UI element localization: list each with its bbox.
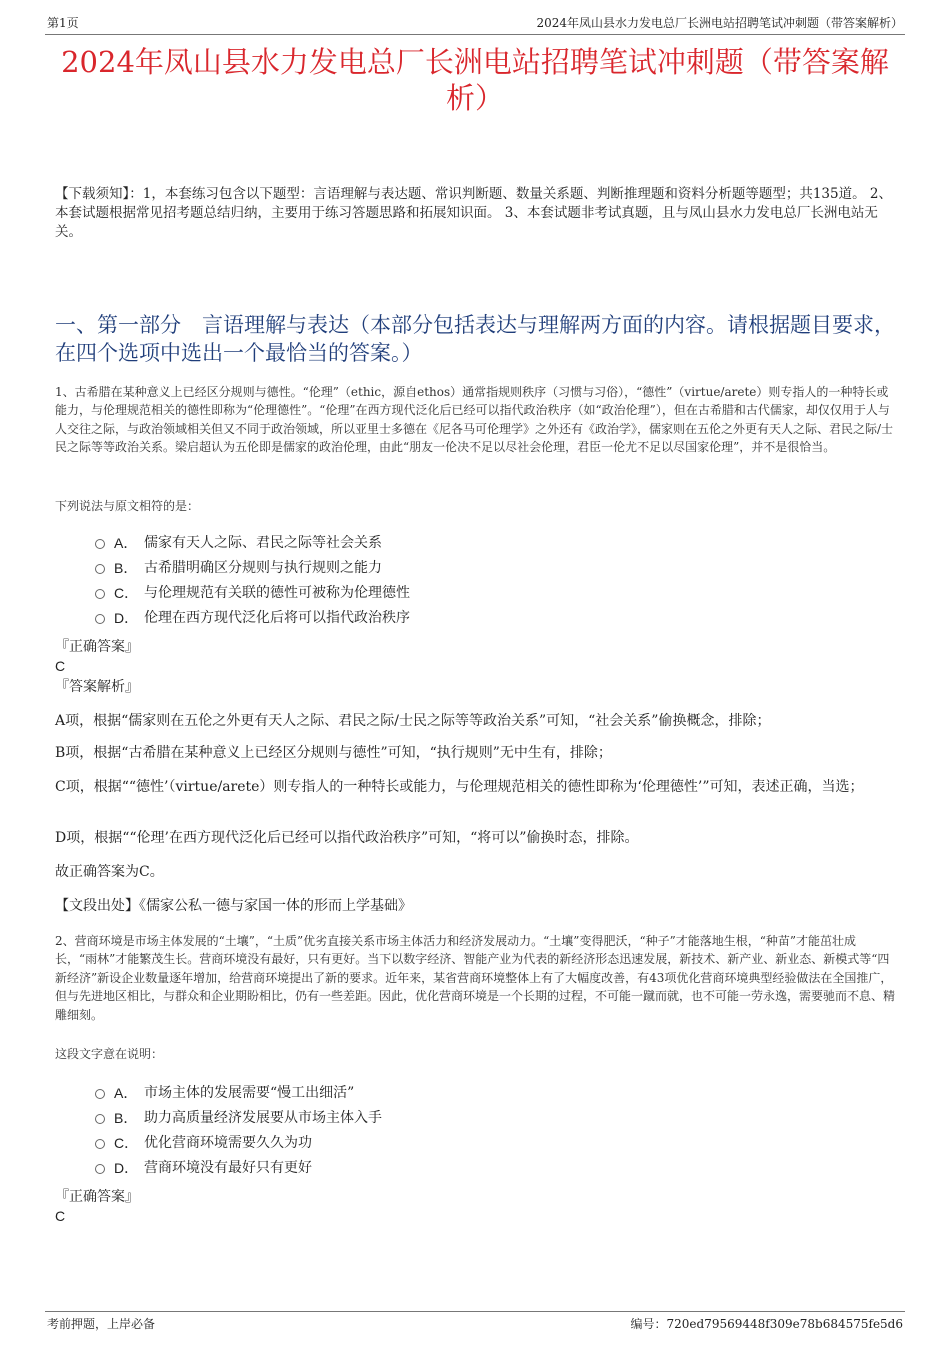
option-a[interactable]: A． 市场主体的发展需要“慢工出细活” xyxy=(95,1080,898,1105)
page-footer xyxy=(45,1311,905,1334)
option-b[interactable]: B． 古希腊明确区分规则与执行规则之能力 xyxy=(95,555,898,580)
header-doc-title: 2024年凤山县水力发电总厂长洲电站招聘笔试冲刺题（带答案解析） xyxy=(536,16,903,30)
answer-value: C xyxy=(55,1208,66,1224)
option-d[interactable]: D． 营商环境没有最好只有更好 xyxy=(95,1155,898,1180)
download-notice: 【下载须知】：1，本套练习包含以下题型：言语理解与表达题、常识判断题、数量关系题、判断推理题和资料分析题等题型；共135道。 2、本套试题根据常见招考题总结归纳，主要用于练习答题思路和拓展知识面。 3、本套试题非考试真题，且与凤山县水力发电总厂长洲电站无关。 xyxy=(55,186,892,240)
section-heading: 一、第一部分 言语理解与表达（本部分包括表达与理解两方面的内容。请根据题目要求，在四个选项中选出一个最恰当的答案。） xyxy=(55,313,895,365)
option-text: 助力高质量经济发展要从市场主体入手 xyxy=(144,1109,382,1126)
analysis-c: C项，根据““德性’（virtue/arete）则专指人的一种特长或能力，与伦理规范相关的德性即称为‘伦理德性’”可知，表述正确，当选； xyxy=(55,779,864,795)
question-2-options xyxy=(95,1080,898,1180)
option-text: 伦理在西方现代泛化后将可以指代政治秩序 xyxy=(144,609,410,626)
question-1-options xyxy=(95,530,898,630)
option-d[interactable]: D． 伦理在西方现代泛化后将可以指代政治秩序 xyxy=(95,605,898,630)
option-c[interactable]: C． 优化营商环境需要久久为功 xyxy=(95,1130,898,1155)
option-text: 与伦理规范有关联的德性可被称为伦理德性 xyxy=(144,584,410,601)
option-a[interactable]: A． 儒家有天人之际、君民之际等社会关系 xyxy=(95,530,898,555)
analysis-label: 『答案解析』 xyxy=(55,679,139,695)
analysis-a: A项，根据“儒家则在五伦之外更有天人之际、君民之际/士民之际等等政治关系”可知，“社会关系”偷换概念，排除； xyxy=(55,713,771,729)
radio-icon[interactable] xyxy=(95,614,105,624)
option-text: 营商环境没有最好只有更好 xyxy=(144,1159,312,1176)
answer-label: 『正确答案』 xyxy=(55,639,139,655)
option-text: 儒家有天人之际、君民之际等社会关系 xyxy=(144,534,382,551)
passage-source: 【文段出处】《儒家公私一德与家国一体的形而上学基础》 xyxy=(55,898,412,914)
answer-value: C xyxy=(55,658,66,674)
option-b[interactable]: B． 助力高质量经济发展要从市场主体入手 xyxy=(95,1105,898,1130)
analysis-d: D项，根据““伦理’在西方现代泛化后已经可以指代政治秩序”可知，“将可以”偷换时态，排除。 xyxy=(55,830,639,846)
analysis-b: B项，根据“古希腊在某种意义上已经区分规则与德性”可知，“执行规则”无中生有，排除； xyxy=(55,745,612,761)
analysis-conclusion: 故正确答案为C。 xyxy=(55,864,164,880)
question-2-passage: 2、营商环境是市场主体发展的“土壤”，“土质”优劣直接关系市场主体活力和经济发展动力。“土壤”变得肥沃，“种子”才能落地生根，“种苗”才能茁壮成长，“雨林”才能繁茂生长。营商环境没有最好，只有更好。当下以数字经济、智能产业为代表的新经济形态迅速发展，新技术、新产业、新业态、新模式等“四新经济”新设企业数量逐年增加，给营商环境提出了新的要求。近年来，某省营商环境整体上有了大幅度改善，有43项优化营商环境典型经验做法在全国推广，但与先进地区相比，与群众和企业期盼相比，仍有一些差距。因此，优化营商环境是一个长期的过程，不可能一蹴而就，也不可能一劳永逸，需要驰而不息、精雕细刻。 xyxy=(55,934,896,1022)
option-text: 优化营商环境需要久久为功 xyxy=(144,1134,312,1151)
document-id: 编号：720ed79569448f309e78b684575fe5d6 xyxy=(630,1317,903,1331)
option-text: 古希腊明确区分规则与执行规则之能力 xyxy=(144,559,382,576)
radio-icon[interactable] xyxy=(95,1089,105,1099)
option-text: 市场主体的发展需要“慢工出细活” xyxy=(144,1084,355,1101)
radio-icon[interactable] xyxy=(95,1139,105,1149)
radio-icon[interactable] xyxy=(95,564,105,574)
question-2-prompt: 这段文字意在说明： xyxy=(55,1047,164,1061)
option-c[interactable]: C． 与伦理规范有关联的德性可被称为伦理德性 xyxy=(95,580,898,605)
radio-icon[interactable] xyxy=(95,1114,105,1124)
radio-icon[interactable] xyxy=(95,539,105,549)
radio-icon[interactable] xyxy=(95,589,105,599)
question-1-prompt: 下列说法与原文相符的是： xyxy=(55,499,200,513)
page-number: 第1页 xyxy=(47,16,79,30)
footer-slogan: 考前押题，上岸必备 xyxy=(47,1317,156,1331)
document-title: 2024年凤山县水力发电总厂长洲电站招聘笔试冲刺题（带答案解析） xyxy=(61,45,889,115)
question-1-passage: 1、古希腊在某种意义上已经区分规则与德性。“伦理”（ethic，源自ethos）通常指规则秩序（习惯与习俗），“德性”（virtue/arete）则专指人的一种特长或能力，与伦理规范相关的德性即称为“伦理德性”。“伦理”在西方现代泛化后已经可以指代政治秩序（如“政治伦理”），但在古希腊和古代儒家，却仅仅用于人与人交往之际，与政治领域相关但又不同于政治领域，所以亚里士多德在《尼各马可伦理学》之外还有《政治学》，儒家则在五伦之外更有天人之际、君民之际/士民之际等等政治关系。梁启超认为五伦即是儒家的政治伦理，由此“朋友一伦决不足以尽社会伦理，君臣一伦尤不足以尽国家伦理”，并不是很恰当。 xyxy=(55,385,894,455)
page-header xyxy=(45,14,905,35)
radio-icon[interactable] xyxy=(95,1164,105,1174)
answer-label: 『正确答案』 xyxy=(55,1189,139,1205)
